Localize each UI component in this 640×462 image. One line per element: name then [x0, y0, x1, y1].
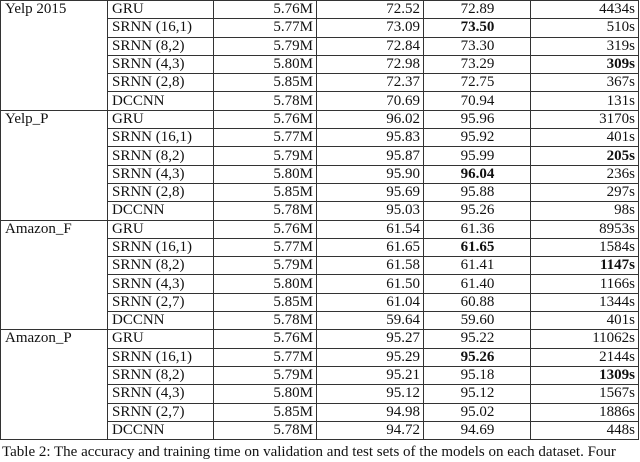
time-cell: 448s [531, 421, 639, 439]
time-cell: 1166s [531, 275, 639, 293]
val-accuracy-cell: 95.83 [317, 129, 424, 147]
test-accuracy-cell: 95.26 [424, 348, 531, 366]
model-cell: SRNN (4,3) [108, 275, 214, 293]
time-cell: 1886s [531, 403, 639, 421]
dataset-cell: Amazon_P [1, 330, 108, 440]
model-cell: DCCNN [108, 92, 214, 110]
model-cell: SRNN (16,1) [108, 129, 214, 147]
val-accuracy-cell: 70.69 [317, 92, 424, 110]
test-accuracy-cell: 95.99 [424, 147, 531, 165]
params-cell: 5.80M [214, 385, 317, 403]
val-accuracy-cell: 94.72 [317, 421, 424, 439]
val-accuracy-cell: 72.84 [317, 37, 424, 55]
test-accuracy-cell: 61.41 [424, 257, 531, 275]
model-cell: SRNN (2,8) [108, 74, 214, 92]
test-accuracy-cell: 73.30 [424, 37, 531, 55]
val-accuracy-cell: 73.09 [317, 19, 424, 37]
test-accuracy-cell: 95.92 [424, 129, 531, 147]
time-cell: 319s [531, 37, 639, 55]
val-accuracy-cell: 72.52 [317, 1, 424, 19]
val-accuracy-cell: 72.37 [317, 74, 424, 92]
model-cell: SRNN (8,2) [108, 147, 214, 165]
params-cell: 5.79M [214, 366, 317, 384]
time-cell: 297s [531, 183, 639, 201]
model-cell: SRNN (16,1) [108, 19, 214, 37]
test-accuracy-cell: 95.12 [424, 385, 531, 403]
test-accuracy-cell: 70.94 [424, 92, 531, 110]
val-accuracy-cell: 72.98 [317, 55, 424, 73]
time-cell: 205s [531, 147, 639, 165]
test-accuracy-cell: 61.36 [424, 220, 531, 238]
params-cell: 5.77M [214, 238, 317, 256]
test-accuracy-cell: 72.75 [424, 74, 531, 92]
dataset-cell: Yelp_P [1, 110, 108, 220]
test-accuracy-cell: 73.50 [424, 19, 531, 37]
params-cell: 5.79M [214, 37, 317, 55]
val-accuracy-cell: 61.50 [317, 275, 424, 293]
time-cell: 1344s [531, 293, 639, 311]
model-cell: DCCNN [108, 202, 214, 220]
time-cell: 4434s [531, 1, 639, 19]
model-cell: SRNN (8,2) [108, 257, 214, 275]
params-cell: 5.76M [214, 1, 317, 19]
test-accuracy-cell: 61.65 [424, 238, 531, 256]
model-cell: SRNN (4,3) [108, 385, 214, 403]
model-cell: GRU [108, 1, 214, 19]
test-accuracy-cell: 95.26 [424, 202, 531, 220]
params-cell: 5.77M [214, 129, 317, 147]
model-cell: DCCNN [108, 312, 214, 330]
val-accuracy-cell: 61.04 [317, 293, 424, 311]
time-cell: 510s [531, 19, 639, 37]
params-cell: 5.85M [214, 183, 317, 201]
time-cell: 131s [531, 92, 639, 110]
model-cell: SRNN (8,2) [108, 37, 214, 55]
model-cell: SRNN (16,1) [108, 238, 214, 256]
time-cell: 401s [531, 312, 639, 330]
val-accuracy-cell: 95.21 [317, 366, 424, 384]
model-cell: DCCNN [108, 421, 214, 439]
model-cell: SRNN (2,7) [108, 403, 214, 421]
test-accuracy-cell: 94.69 [424, 421, 531, 439]
time-cell: 3170s [531, 110, 639, 128]
params-cell: 5.76M [214, 330, 317, 348]
table-row [1, 110, 639, 128]
time-cell: 401s [531, 129, 639, 147]
table-caption: Table 2: The accuracy and training time on validation and test sets of the models on each dataset. Four [2, 444, 616, 460]
val-accuracy-cell: 61.58 [317, 257, 424, 275]
model-cell: GRU [108, 220, 214, 238]
time-cell: 1309s [531, 366, 639, 384]
model-cell: GRU [108, 330, 214, 348]
time-cell: 1584s [531, 238, 639, 256]
time-cell: 1147s [531, 257, 639, 275]
params-cell: 5.77M [214, 348, 317, 366]
time-cell: 1567s [531, 385, 639, 403]
val-accuracy-cell: 59.64 [317, 312, 424, 330]
results-table-body [1, 1, 639, 440]
model-cell: SRNN (4,3) [108, 165, 214, 183]
params-cell: 5.78M [214, 312, 317, 330]
test-accuracy-cell: 72.89 [424, 1, 531, 19]
val-accuracy-cell: 61.65 [317, 238, 424, 256]
test-accuracy-cell: 95.22 [424, 330, 531, 348]
test-accuracy-cell: 96.04 [424, 165, 531, 183]
test-accuracy-cell: 95.96 [424, 110, 531, 128]
params-cell: 5.85M [214, 403, 317, 421]
test-accuracy-cell: 61.40 [424, 275, 531, 293]
params-cell: 5.76M [214, 220, 317, 238]
time-cell: 2144s [531, 348, 639, 366]
time-cell: 367s [531, 74, 639, 92]
test-accuracy-cell: 95.02 [424, 403, 531, 421]
test-accuracy-cell: 60.88 [424, 293, 531, 311]
time-cell: 236s [531, 165, 639, 183]
val-accuracy-cell: 96.02 [317, 110, 424, 128]
params-cell: 5.78M [214, 202, 317, 220]
model-cell: SRNN (2,7) [108, 293, 214, 311]
params-cell: 5.77M [214, 19, 317, 37]
val-accuracy-cell: 95.69 [317, 183, 424, 201]
val-accuracy-cell: 95.27 [317, 330, 424, 348]
table-row [1, 330, 639, 348]
time-cell: 98s [531, 202, 639, 220]
val-accuracy-cell: 95.03 [317, 202, 424, 220]
val-accuracy-cell: 61.54 [317, 220, 424, 238]
params-cell: 5.78M [214, 421, 317, 439]
val-accuracy-cell: 95.12 [317, 385, 424, 403]
time-cell: 8953s [531, 220, 639, 238]
test-accuracy-cell: 95.88 [424, 183, 531, 201]
params-cell: 5.79M [214, 147, 317, 165]
model-cell: SRNN (8,2) [108, 366, 214, 384]
time-cell: 309s [531, 55, 639, 73]
test-accuracy-cell: 95.18 [424, 366, 531, 384]
params-cell: 5.79M [214, 257, 317, 275]
model-cell: SRNN (4,3) [108, 55, 214, 73]
params-cell: 5.76M [214, 110, 317, 128]
dataset-cell: Yelp 2015 [1, 1, 108, 111]
val-accuracy-cell: 94.98 [317, 403, 424, 421]
test-accuracy-cell: 59.60 [424, 312, 531, 330]
test-accuracy-cell: 73.29 [424, 55, 531, 73]
model-cell: SRNN (2,8) [108, 183, 214, 201]
model-cell: SRNN (16,1) [108, 348, 214, 366]
table-row [1, 220, 639, 238]
table-row [1, 1, 639, 19]
val-accuracy-cell: 95.29 [317, 348, 424, 366]
params-cell: 5.80M [214, 55, 317, 73]
time-cell: 11062s [531, 330, 639, 348]
val-accuracy-cell: 95.90 [317, 165, 424, 183]
params-cell: 5.78M [214, 92, 317, 110]
model-cell: GRU [108, 110, 214, 128]
dataset-cell: Amazon_F [1, 220, 108, 330]
params-cell: 5.85M [214, 74, 317, 92]
params-cell: 5.80M [214, 165, 317, 183]
val-accuracy-cell: 95.87 [317, 147, 424, 165]
params-cell: 5.80M [214, 275, 317, 293]
params-cell: 5.85M [214, 293, 317, 311]
